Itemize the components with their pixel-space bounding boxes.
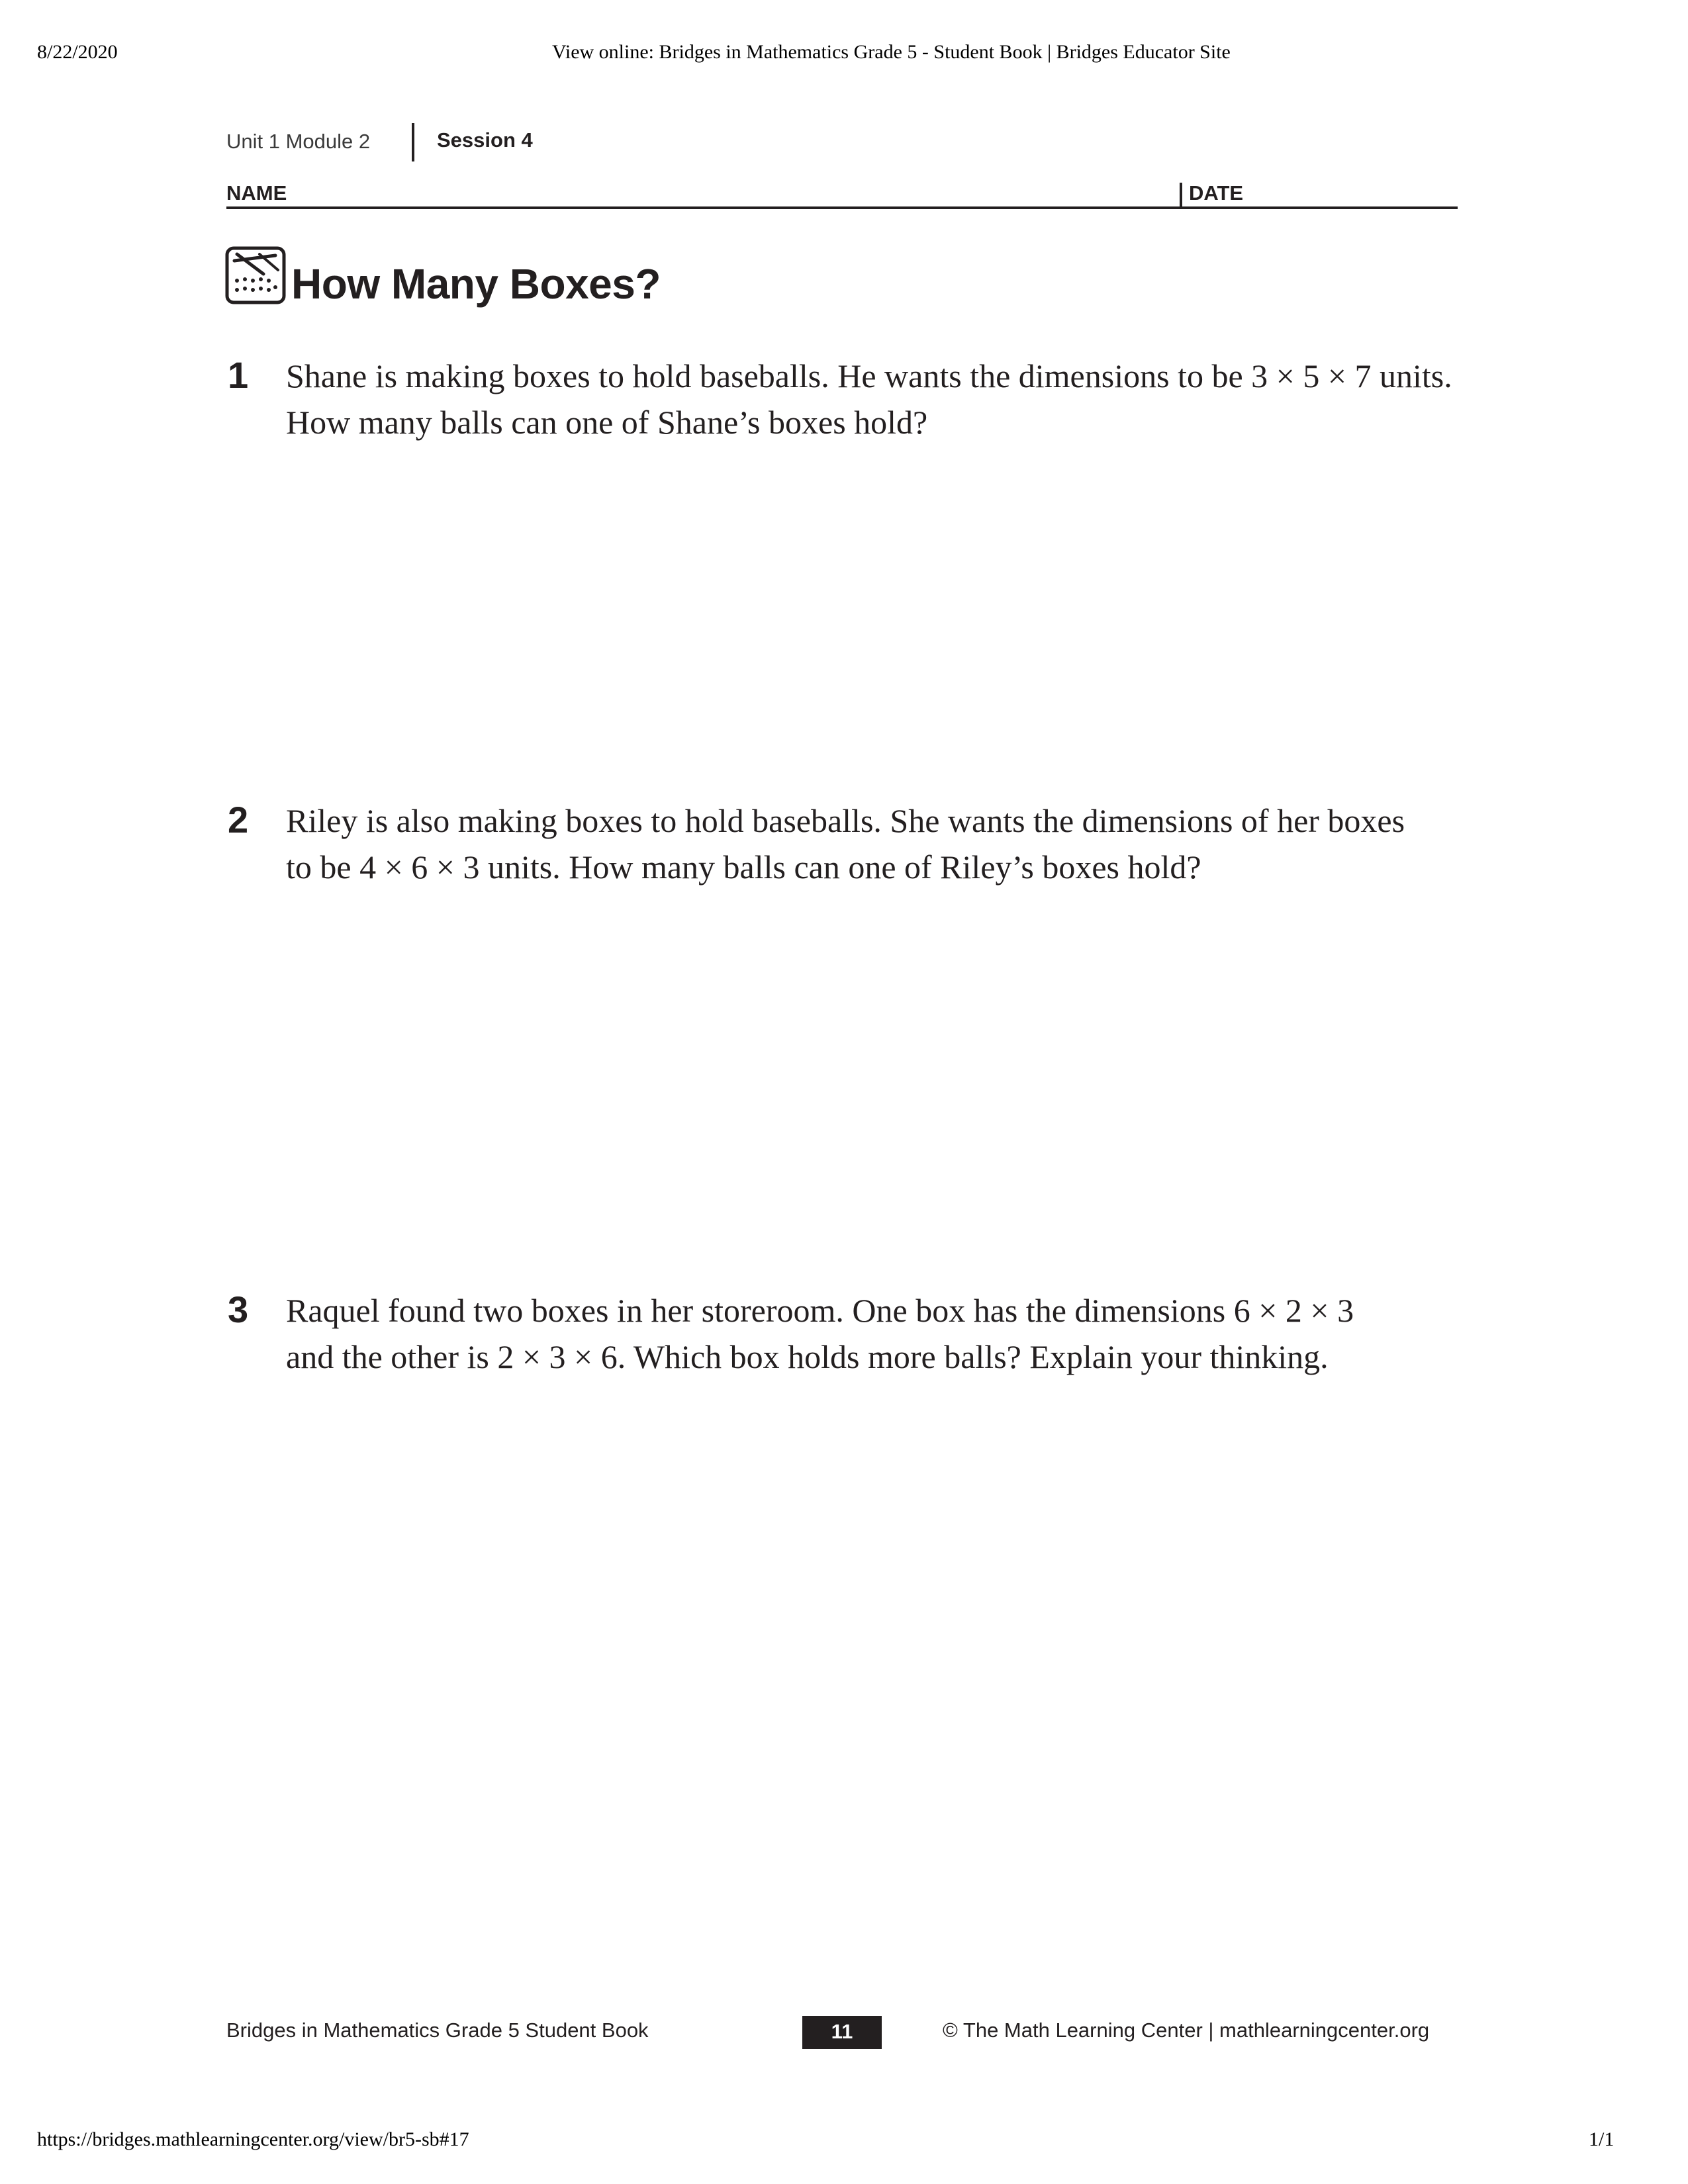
print-url: https://bridges.mathlearningcenter.org/view/br5-sb#17	[37, 2128, 469, 2150]
problem-1-text	[286, 353, 1491, 445]
session-label: Session 4	[437, 128, 533, 152]
problem-3-number: 3	[228, 1289, 249, 1330]
problem-3-line-2: and the other is 2 × 3 × 6. Which box holds more balls? Explain your thinking.	[286, 1338, 1329, 1375]
problem-2-text	[286, 797, 1491, 890]
page-title: How Many Boxes?	[291, 260, 661, 308]
name-label: NAME	[226, 181, 287, 205]
problem-2-line-2: to be 4 × 6 × 3 units. How many balls can one of Riley’s boxes hold?	[286, 848, 1201, 886]
header-divider	[412, 123, 414, 161]
problem-2-number: 2	[228, 799, 249, 841]
footer-book-title: Bridges in Mathematics Grade 5 Student Book	[226, 2019, 649, 2042]
print-page-count: 1/1	[1589, 2128, 1615, 2150]
unit-module-label: Unit 1 Module 2	[226, 130, 371, 153]
problem-3-line-1: Raquel found two boxes in her storeroom. One box has the dimensions 6 × 2 × 3	[286, 1292, 1354, 1329]
footer-copyright: © The Math Learning Center | mathlearningcenter.org	[943, 2019, 1430, 2042]
problem-2-line-1: Riley is also making boxes to hold baseballs. She wants the dimensions of her boxes	[286, 802, 1405, 839]
date-divider	[1180, 183, 1182, 208]
problem-1-line-2: How many balls can one of Shane’s boxes hold?	[286, 404, 928, 441]
print-page-title: View online: Bridges in Mathematics Grade 5 - Student Book | Bridges Educator Site	[552, 41, 1231, 63]
problem-1-number: 1	[228, 354, 249, 396]
problem-1-line-1: Shane is making boxes to hold baseballs. He wants the dimensions to be 3 × 5 × 7 units.	[286, 357, 1452, 394]
problem-3-text	[286, 1287, 1491, 1380]
name-date-rule	[226, 206, 1458, 209]
worksheet-icon	[225, 246, 286, 304]
page-number: 11	[831, 2020, 853, 2043]
print-date: 8/22/2020	[37, 41, 118, 63]
date-label: DATE	[1189, 181, 1244, 205]
